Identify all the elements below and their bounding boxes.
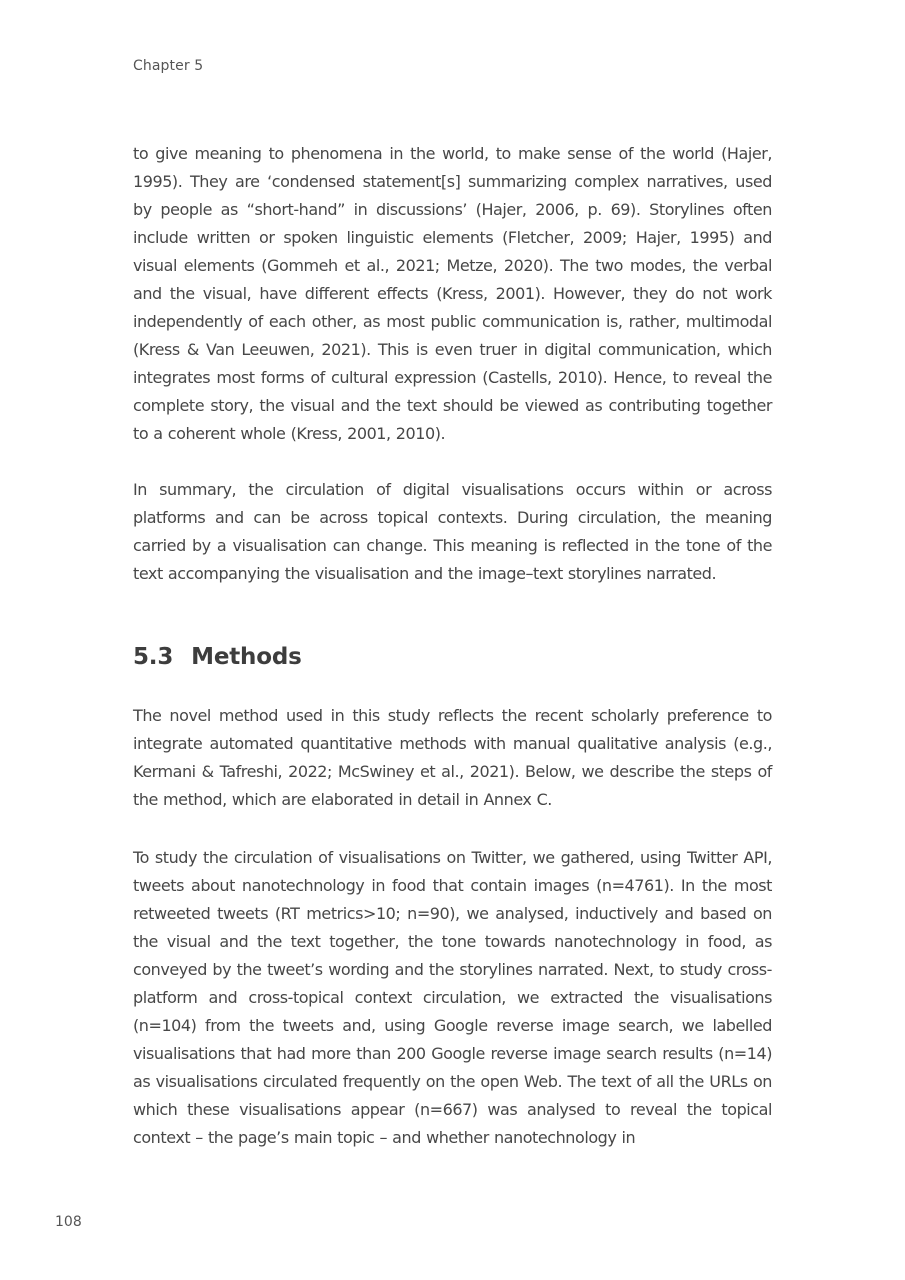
running-header-chapter: Chapter 5 — [133, 58, 204, 74]
body-paragraph-summary: In summary, the circulation of digital visualisations occurs within or across platforms and can be across topical contexts. During circulation, the meaning carried by a visualisation can change. This meaning is reflected in the tone of the text accompanying the visualisation and the image–text storylines narrated. — [133, 480, 772, 583]
body-paragraph-twitter-study: To study the circulation of visualisations on Twitter, we gathered, using Twitter API, tweets about nanotechnology in food that contain images (n=4761). In the most retweeted tweets (RT metrics>10; n=90), we analysed, inductively and based on the visual and the text together, the tone towards nanotechnology in food, as conveyed by the tweet’s wording and the storylines narrated. Next, to study cross-platform and cross-topical context circulation, we extracted the visualisations (n=104) from the tweets and, using Google reverse image search, we labelled visualisations that had more than 200 Google reverse image search results (n=14) as visualisations circulated frequently on the open Web. The text of all the URLs on which these visualisations appear (n=667) was analysed to reveal the topical context – the page’s main topic – and whether nanotechnology in — [133, 848, 772, 1147]
page-number: 108 — [55, 1214, 82, 1230]
section-heading-methods — [133, 640, 302, 674]
section-number: 5.3 — [133, 644, 174, 670]
section-title: Methods — [191, 644, 302, 670]
body-paragraph-storylines: to give meaning to phenomena in the world, to make sense of the world (Hajer, 1995). They are ‘condensed statement[s] summarizing complex narratives, used by people as “short-hand” in discussions’ (Hajer, 2006, p. 69). Storylines often include written or spoken linguistic elements (Fletcher, 2009; Hajer, 1995) and visual elements (Gommeh et al., 2021; Metze, 2020). The two modes, the verbal and the visual, have different effects (Kress, 2001). However, they do not work independently of each other, as most public communication is, rather, multimodal (Kress & Van Leeuwen, 2021). This is even truer in digital communication, which integrates most forms of cultural expression (Castells, 2010). Hence, to reveal the complete story, the visual and the text should be viewed as contributing together to a coherent whole (Kress, 2001, 2010). — [133, 144, 772, 443]
body-paragraph-method-intro: The novel method used in this study reflects the recent scholarly preference to integrate automated quantitative methods with manual qualitative analysis (e.g., Kermani & Tafreshi, 2022; McSwiney et al., 2021). Below, we describe the steps of the method, which are elaborated in detail in Annex C. — [133, 706, 772, 809]
